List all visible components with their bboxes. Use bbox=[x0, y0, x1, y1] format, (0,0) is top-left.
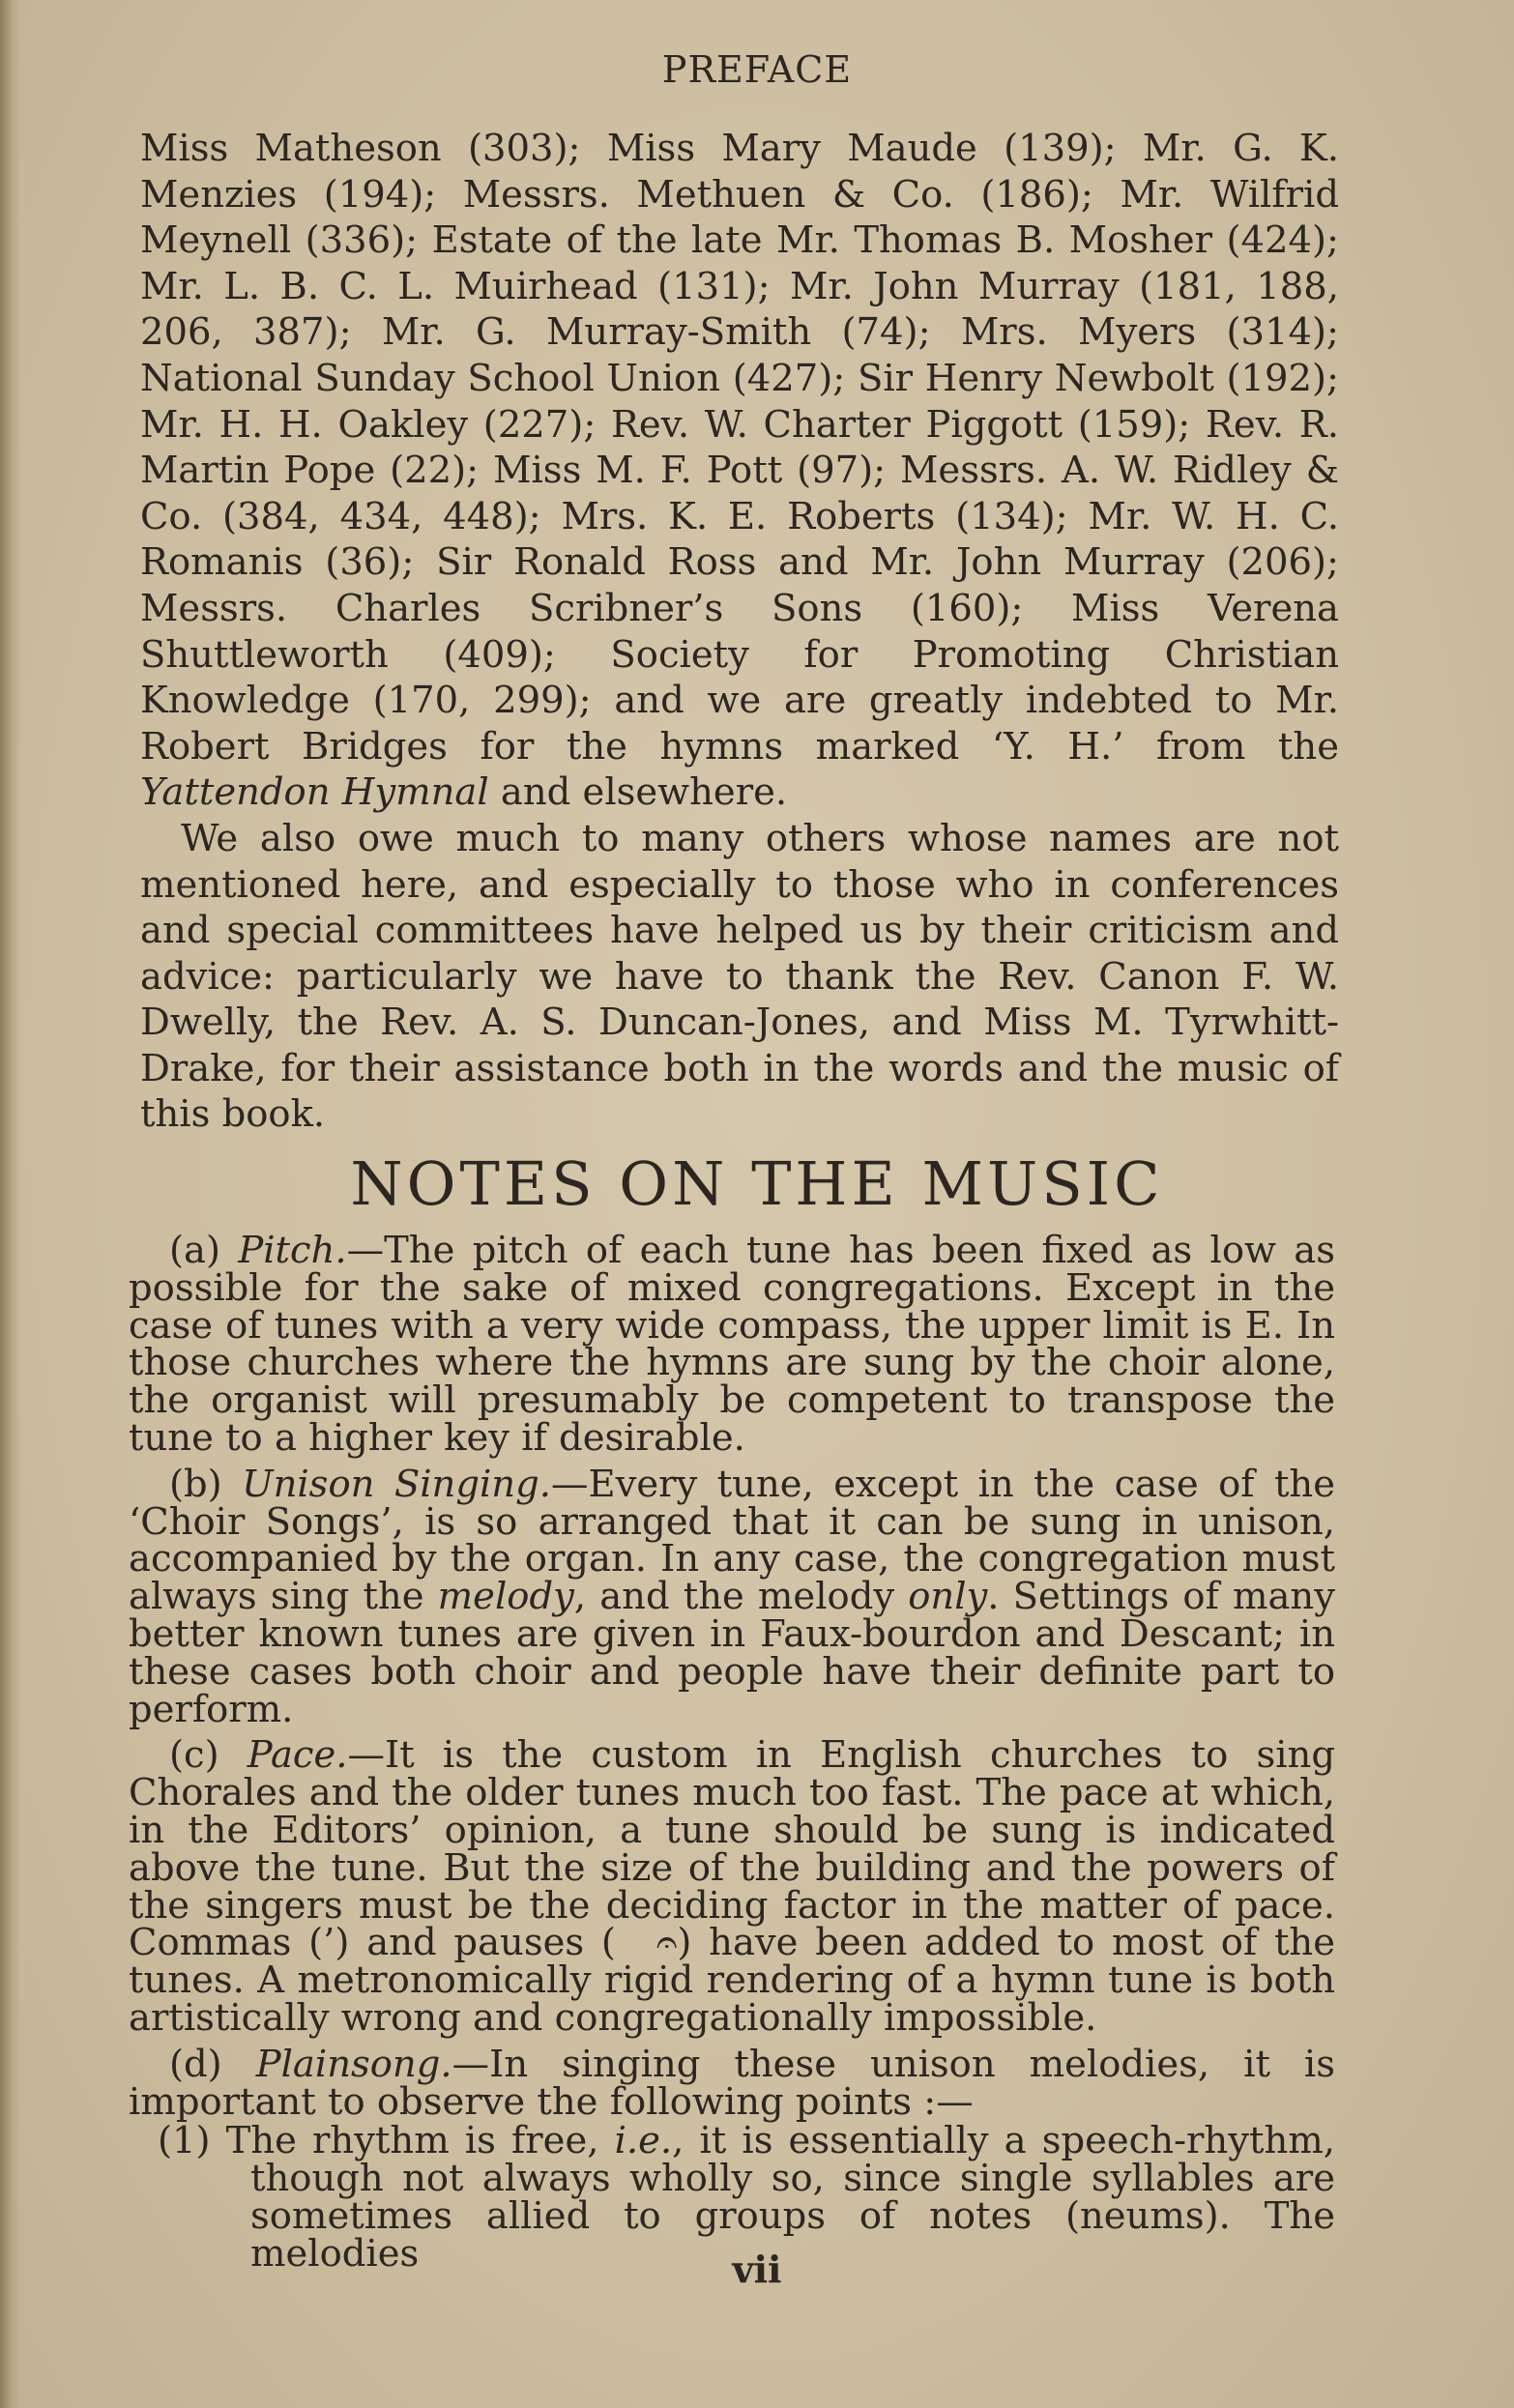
point-1-ie: i.e. bbox=[614, 2119, 673, 2163]
note-b-text-2: , and the melody bbox=[573, 1575, 895, 1619]
note-c-text-1: —It is the custom in English churches to sing Chorales and the older tunes much too fast. The pace at which, in the Editors’ opinion, a tune should be sung is indicated above the tune. But the size of the building and the powers of the singers must be the deciding factor in the matter of pace. Commas (’) and pauses ( bbox=[129, 1733, 1335, 1965]
section-title: NOTES ON THE MUSIC bbox=[350, 1148, 1164, 1219]
note-b-label: (b) bbox=[169, 1462, 222, 1506]
note-b-melody: melody bbox=[437, 1575, 574, 1619]
note-pace bbox=[129, 1733, 1335, 2040]
note-unison-singing bbox=[129, 1462, 1335, 1731]
note-d-heading: Plainsong. bbox=[255, 2042, 452, 2086]
yattendon-hymnal-title: Yattendon Hymnal bbox=[140, 770, 489, 815]
running-header: PREFACE bbox=[661, 48, 853, 91]
note-a-label: (a) bbox=[169, 1229, 220, 1272]
note-b-text-1: —Every tune, except in the case of the ‘Choir Songs’, is so arranged that it can be sung in unison, accompanied by the organ. In any case, the congregation must always sing the bbox=[129, 1462, 1335, 1619]
acknowledgements-text: Miss Matheson (303); Miss Mary Maude (139); Mr. G. K. Menzies (194); Messrs. Methuen & Co. (186); Mr. Wilfrid Meynell (336); Estate of the late Mr. Thomas B. Mosher (424); Mr. L. B. C. L. Muirhead (131); Mr. John Murray (181, 188, 206, 387); Mr. G. Murray-Smith (74); Mrs. Myers (314); National Sunday School Union (427); Sir Henry Newbolt (192); Mr. H. H. Oakley (227); Rev. W. Charter Piggott (159); Rev. R. Martin Pope (22); Miss M. F. Pott (97); Messrs. A. W. Ridley & Co. (384, 434, 448); Mrs. K. E. Roberts (134); Mr. W. H. C. Romanis (36); Sir Ronald Ross and Mr. John Murray (206); Messrs. Charles Scribner’s Sons (160); Miss Verena Shuttleworth (409); Society for Promoting Christian Knowledge (170, 299); and we are greatly indebted to Mr. Robert Bridges for the hymns marked ‘Y. H.’ from the bbox=[140, 127, 1339, 769]
note-pitch bbox=[129, 1229, 1335, 1460]
page-number: vii bbox=[732, 2248, 782, 2291]
note-b-only: only bbox=[908, 1575, 988, 1619]
acknowledgements-tail: and elsewhere. bbox=[500, 770, 788, 815]
note-plainsong bbox=[129, 2042, 1335, 2124]
note-c-text-2: ) have been added to most of the tunes. A metronomically rigid rendering of a hymn tune is both artistically wrong and congregationally impossible. bbox=[129, 1921, 1335, 2040]
acknowledgements-paragraph bbox=[140, 126, 1339, 816]
music-notes bbox=[129, 1229, 1335, 2282]
thanks-paragraph: We also owe much to many others whose names are not mentioned here, and especially to those who in conferences and special committees have helped us by their criticism and advice: particularly we have to thank the Rev. Canon F. W. Dwelly, the Rev. A. S. Duncan-Jones, and Miss M. Tyrwhitt-Drake, for their assistance both in the words and the music of this book. bbox=[140, 816, 1339, 1137]
note-c-label: (c) bbox=[169, 1733, 219, 1778]
note-c-heading: Pace. bbox=[247, 1733, 348, 1778]
point-1-text-1: The rhythm is free, bbox=[225, 2119, 599, 2163]
point-1-label: (1) bbox=[158, 2119, 211, 2163]
note-b-heading: Unison Singing. bbox=[242, 1462, 551, 1506]
note-a-text: —The pitch of each tune has been fixed as low as possible for the sake of mixed congregations. Except in the case of tunes with a very wide compass, the upper limit is E. In those churches where the hymns are sung by the choir alone, the organist will presumably be competent to transpose the tune to a higher key if desirable. bbox=[129, 1229, 1335, 1460]
note-d-text: —In singing these unison melodies, it is important to observe the following points :— bbox=[129, 2042, 1335, 2124]
acknowledgements-block bbox=[140, 126, 1339, 1138]
note-a-heading: Pitch. bbox=[238, 1229, 347, 1272]
point-1-text-2: , it is essentially a speech-rhythm, though not always wholly so, since single syllables are sometimes allied to groups of notes (neums). The melodies bbox=[250, 2119, 1335, 2276]
note-b-text-3: . Settings of many better known tunes are given in Faux-bourdon and Descant; in these cases both choir and people have their definite part to perform. bbox=[129, 1575, 1335, 1731]
note-d-label: (d) bbox=[169, 2042, 222, 2086]
fermata-icon: 𝄐 bbox=[655, 1921, 678, 1965]
